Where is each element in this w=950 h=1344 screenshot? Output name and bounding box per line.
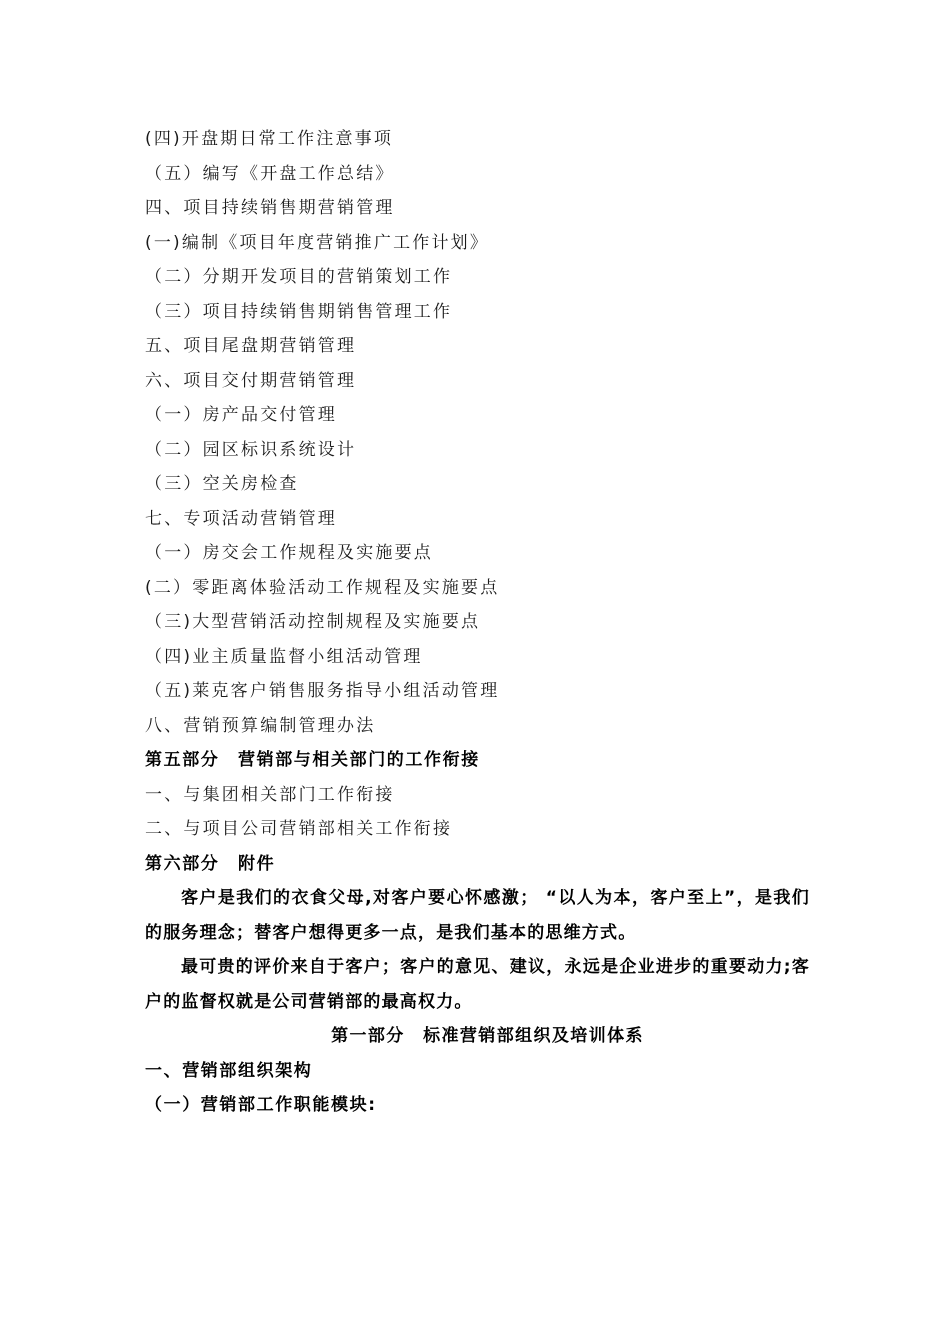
- outline-item: (二）零距离体验活动工作规程及实施要点: [145, 577, 500, 598]
- outline-item: (四)开盘期日常工作注意事项: [145, 129, 394, 149]
- part5-heading: 第五部分 营销部与相关部门的工作衔接: [145, 750, 480, 770]
- outline-item: (一)编制《项目年度营销推广工作计划》: [145, 232, 490, 253]
- outline-item: （四)业主质量监督小组活动管理: [145, 646, 423, 667]
- outline-item: 六、项目交付期营销管理: [145, 370, 357, 391]
- outline-item: 八、营销预算编制管理办法: [145, 715, 376, 736]
- outline-item: 七、专项活动营销管理: [145, 508, 337, 529]
- outline-item: （一）房产品交付管理: [145, 405, 337, 425]
- document-body: [145, 122, 810, 1123]
- outline-item: （一）房交会工作规程及实施要点: [145, 543, 433, 563]
- part1-title: 第一部分 标准营销部组织及培训体系: [331, 1026, 644, 1046]
- customer-paragraph-2: 最可贵的评价来自于客户；客户的意见、建议，永远是企业进步的重要动力;客户的监督权就是公司营销部的最高权力。: [145, 957, 810, 1012]
- outline-item: （三）项目持续销售期销售管理工作: [145, 301, 453, 322]
- part5-item: 一、与集团相关部门工作衔接: [145, 784, 395, 805]
- part6-heading: 第六部分 附件: [145, 853, 276, 874]
- outline-item: 五、项目尾盘期营销管理: [145, 336, 357, 356]
- outline-item: 四、项目持续销售期营销管理: [145, 198, 395, 218]
- outline-item: （五)莱克客户销售服务指导小组活动管理: [145, 681, 500, 701]
- customer-paragraph-1: 客户是我们的衣食父母,对客户要心怀感激； “以人为本，客户至上”，是我们的服务理念；替客户想得更多一点，是我们基本的思维方式。: [145, 888, 810, 943]
- outline-item: （三)大型营销活动控制规程及实施要点: [145, 612, 481, 632]
- outline-item: （二）分期开发项目的营销策划工作: [145, 267, 453, 287]
- outline-item: （二）园区标识系统设计: [145, 439, 357, 460]
- outline-item: （五）编写《开盘工作总结》: [145, 163, 395, 184]
- part5-item: 二、与项目公司营销部相关工作衔接: [145, 819, 453, 839]
- section-heading: 一、营销部组织架构: [145, 1060, 313, 1081]
- subsection-heading: （一）营销部工作职能模块:: [145, 1095, 377, 1115]
- outline-item: （三）空关房检查: [145, 474, 299, 494]
